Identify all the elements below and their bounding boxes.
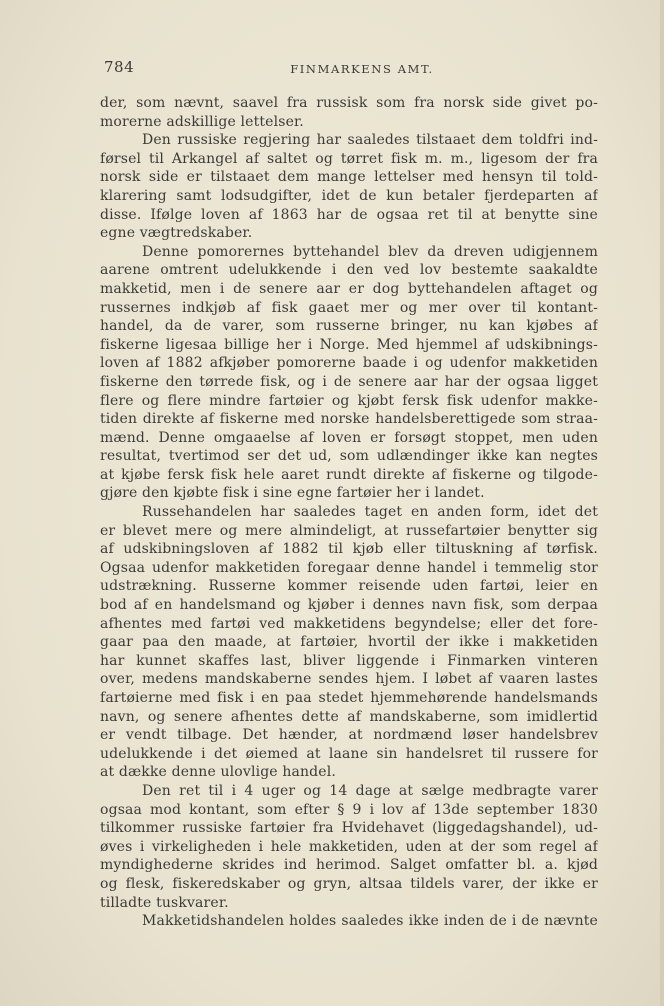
text-line: er vendt tilbage. Det hænder, at nordmænd løser handelsbrev	[100, 727, 598, 744]
text-line: navn, og senere afhentes dette af mandskaberne, som imidlertid	[100, 708, 598, 725]
text-line: norsk side er tilstaaet dem mange lettelser med hensyn til told-	[100, 169, 598, 186]
text-line: ogsaa mod kontant, som efter § 9 i lov af 13de september 1830	[100, 801, 598, 818]
text-line: Denne pomorernes byttehandel blev da dreven udigjennem	[142, 243, 598, 260]
text-line: loven af 1882 afkjøber pomorerne baade i og udenfor makketiden	[100, 355, 598, 372]
text-line: øves i virkeligheden i hele makketiden, uden at der som regel af	[100, 838, 598, 855]
text-line: førsel til Arkangel af saltet og tørret fisk m. m., ligesom der fra	[100, 150, 598, 167]
text-line: fiskerne den tørrede fisk, og i de senere aar har der ogsaa ligget	[100, 373, 598, 390]
text-line: tiden direkte af fiskerne med norske handelsberettigede som straa-	[100, 411, 598, 428]
text-line: disse. Ifølge loven af 1863 har de ogsaa ret til at benytte sine	[100, 206, 598, 223]
text-line: tilkommer russiske fartøier fra Hvidehavet (liggedagshandel), ud-	[100, 820, 598, 837]
text-line: flere og flere mindre fartøier og kjøbt fersk fisk udenfor makke-	[100, 392, 598, 409]
text-line: har kunnet skaffes last, bliver liggende i Finmarken vinteren	[100, 652, 598, 669]
text-line: tilladte tuskvarer.	[100, 894, 229, 911]
page-number: 784	[104, 58, 135, 76]
text-line: myndighederne skrides ind herimod. Salget omfatter bl. a. kjød	[100, 857, 598, 874]
text-line: resultat, tvertimod ser det ud, som udlændinger ikke kan negtes	[100, 448, 598, 465]
body-text	[100, 94, 598, 931]
text-line: og flesk, fiskeredskaber og gryn, altsaa tildels varer, der ikke er	[100, 875, 598, 892]
running-head: FINMARKENS AMT.	[290, 62, 434, 76]
text-line: udstrækning. Russerne kommer reisende uden fartøi, leier en	[100, 578, 598, 595]
page-header	[104, 58, 600, 82]
text-line: at dække denne ulovlige handel.	[100, 764, 336, 781]
text-line: russernes indkjøb af fisk gaaet mer og mer over til kontant-	[100, 299, 598, 316]
text-line: aarene omtrent udelukkende i den ved lov bestemte saakaldte	[100, 262, 598, 279]
text-line: er blevet mere og mere almindeligt, at russefartøier benytter sig	[100, 522, 598, 539]
text-line: gaar paa den maade, at fartøier, hvortil der ikke i makketiden	[100, 634, 598, 651]
text-line: Ogsaa udenfor makketiden foregaar denne handel i temmelig stor	[100, 559, 598, 576]
text-line: fartøierne med fisk i en paa stedet hjemmehørende handelsmands	[100, 690, 598, 706]
text-line: bod af en handelsmand og kjøber i dennes navn fisk, som derpaa	[100, 597, 598, 614]
text-line: der, som nævnt, saavel fra russisk som fra norsk side givet po-	[100, 95, 598, 111]
text-line: Russehandelen har saaledes taget en anden form, idet det	[142, 504, 598, 521]
text-line: morerne adskillige lettelser.	[100, 113, 304, 130]
text-line: klarering samt lodsudgifter, idet de kun betaler fjerdeparten af	[100, 187, 598, 204]
text-line: fiskerne ligesaa billige her i Norge. Med hjemmel af udskibnings-	[100, 336, 598, 353]
text-line: gjøre den kjøbte fisk i sine egne fartøier her i landet.	[100, 485, 485, 502]
text-line: over, medens mandskaberne sendes hjem. I løbet af vaaren lastes	[100, 671, 598, 688]
text-line: afhentes med fartøi ved makketidens begyndelse; eller det fore-	[100, 615, 598, 632]
text-line: udelukkende i det øiemed at laane sin handelsret til russere for	[100, 745, 598, 762]
text-line: at kjøbe fersk fisk hele aaret rundt direkte af fiskerne og tilgode-	[100, 466, 598, 483]
text-line: Den ret til i 4 uger og 14 dage at sælge medbragte varer	[142, 782, 598, 799]
text-line: Den russiske regjering har saaledes tilstaaet dem toldfri ind-	[142, 132, 598, 149]
text-line: af udskibningsloven af 1882 til kjøb eller tiltuskning af tørfisk.	[100, 541, 598, 558]
text-line: mænd. Denne omgaaelse af loven er forsøgt stoppet, men uden	[100, 429, 598, 446]
text-line: handel, da de varer, som russerne bringer, nu kan kjøbes af	[100, 318, 598, 335]
page-edge	[660, 0, 664, 1006]
text-line: Makketidshandelen holdes saaledes ikke inden de i de nævnte	[142, 913, 598, 930]
text-line: makketid, men i de senere aar er dog byttehandelen aftaget og	[100, 280, 598, 297]
text-line: egne vægtredskaber.	[100, 225, 253, 242]
